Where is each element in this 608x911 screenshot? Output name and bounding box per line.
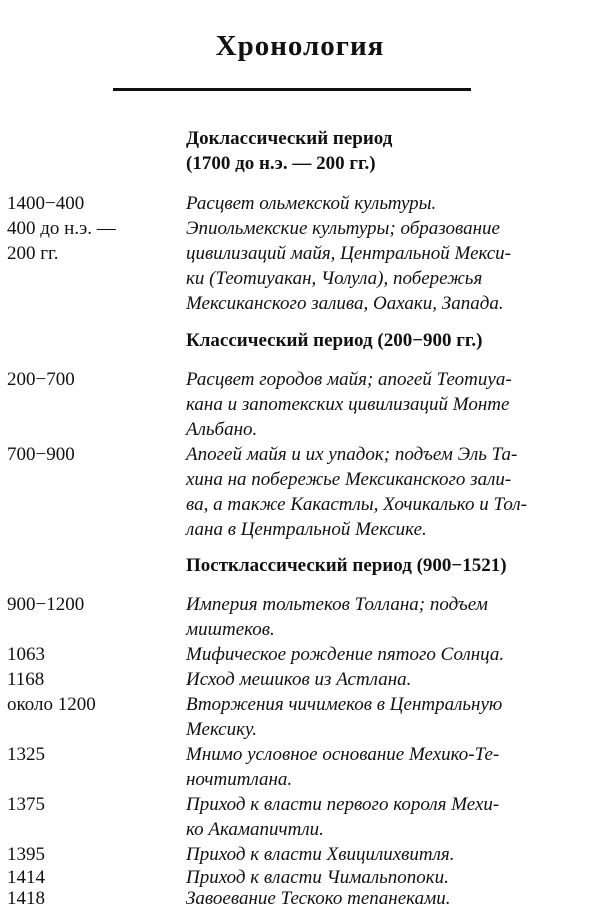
date-line: 200 гг.	[7, 243, 59, 264]
entry-event	[186, 667, 581, 692]
event-line: Империя тольтеков Толлана; подъем	[186, 594, 488, 615]
section-heading-postclassic	[186, 553, 596, 578]
event-line: кана и запотекских цивилизаций Монте	[186, 394, 510, 415]
event-line: Расцвет городов майя; апогей Теотиуа-	[186, 369, 512, 390]
section-heading-line: (1700 до н.э. — 200 гг.)	[186, 153, 376, 174]
entry-date	[7, 742, 177, 767]
entry-event	[186, 442, 581, 542]
entry-event	[186, 792, 581, 842]
date-line: 1168	[7, 669, 45, 690]
event-line: миштеков.	[186, 619, 275, 640]
date-line: 1063	[7, 644, 45, 665]
entry-event	[186, 216, 581, 316]
section-heading-line: Доклассический период	[186, 128, 393, 149]
entry-date	[7, 692, 177, 717]
entry-date	[7, 191, 177, 216]
date-line: 200−700	[7, 369, 75, 390]
event-line: ко Акамапичтли.	[186, 819, 324, 840]
event-line: Мифическое рождение пятого Солнца.	[186, 644, 505, 665]
date-line: около 1200	[7, 694, 96, 715]
entry-date	[7, 367, 177, 392]
event-line: ва, а также Какастлы, Хочикалько и Тол-	[186, 494, 527, 515]
section-heading-classic	[186, 328, 596, 353]
entry-event	[186, 592, 581, 642]
entry-event	[186, 842, 581, 867]
event-line: Вторжения чичимеков в Центральную	[186, 694, 503, 715]
date-line: 1418	[7, 888, 45, 909]
entry-event	[186, 642, 581, 667]
event-line: Завоевание Тескоко тепанеками.	[186, 888, 451, 909]
event-line: Мексиканского залива, Оахаки, Запада.	[186, 293, 504, 314]
date-line: 1400−400	[7, 193, 85, 214]
event-line: ночтитлана.	[186, 769, 293, 790]
section-heading-preclassic	[186, 126, 596, 176]
entry-event	[186, 191, 581, 216]
entry-date	[7, 592, 177, 617]
entry-date	[7, 667, 177, 692]
event-line: лана в Центральной Мексике.	[186, 519, 427, 540]
event-line: Приход к власти Хвицилихвитля.	[186, 844, 455, 865]
page-title: Хронология	[215, 30, 385, 62]
entry-event	[186, 886, 581, 911]
entry-date	[7, 792, 177, 817]
date-line: 900−1200	[7, 594, 85, 615]
event-line: хина на побережье Мексиканского зали-	[186, 469, 512, 490]
event-line: Приход к власти Чимальпопоки.	[186, 867, 449, 888]
entry-date	[7, 642, 177, 667]
event-line: Мексику.	[186, 719, 257, 740]
entry-event	[186, 367, 581, 442]
section-heading-line: Классический период (200−900 гг.)	[186, 330, 483, 351]
entry-date	[7, 886, 177, 911]
entry-date	[7, 216, 177, 266]
event-line: Расцвет ольмекской культуры.	[186, 193, 437, 214]
event-line: Альбано.	[186, 419, 258, 440]
event-line: Приход к власти первого короля Мехи-	[186, 794, 500, 815]
date-line: 1395	[7, 844, 45, 865]
date-line: 1325	[7, 744, 45, 765]
date-line: 700−900	[7, 444, 75, 465]
title-divider	[113, 88, 471, 91]
event-line: ки (Теотиуакан, Чолула), побережья	[186, 268, 483, 289]
event-line: цивилизаций майя, Центральной Мекси-	[186, 243, 511, 264]
event-line: Исход мешиков из Астлана.	[186, 669, 412, 690]
event-line: Мнимо условное основание Мехико-Те-	[186, 744, 500, 765]
date-line: 1375	[7, 794, 45, 815]
event-line: Эпиольмекские культуры; образование	[186, 218, 500, 239]
date-line: 1414	[7, 867, 45, 888]
entry-date	[7, 842, 177, 867]
event-line: Апогей майя и их упадок; подъем Эль Та-	[186, 444, 518, 465]
entry-date	[7, 442, 177, 467]
entry-event	[186, 742, 581, 792]
entry-event	[186, 692, 581, 742]
date-line: 400 до н.э. —	[7, 218, 116, 239]
section-heading-line: Постклассический период (900−1521)	[186, 555, 507, 576]
